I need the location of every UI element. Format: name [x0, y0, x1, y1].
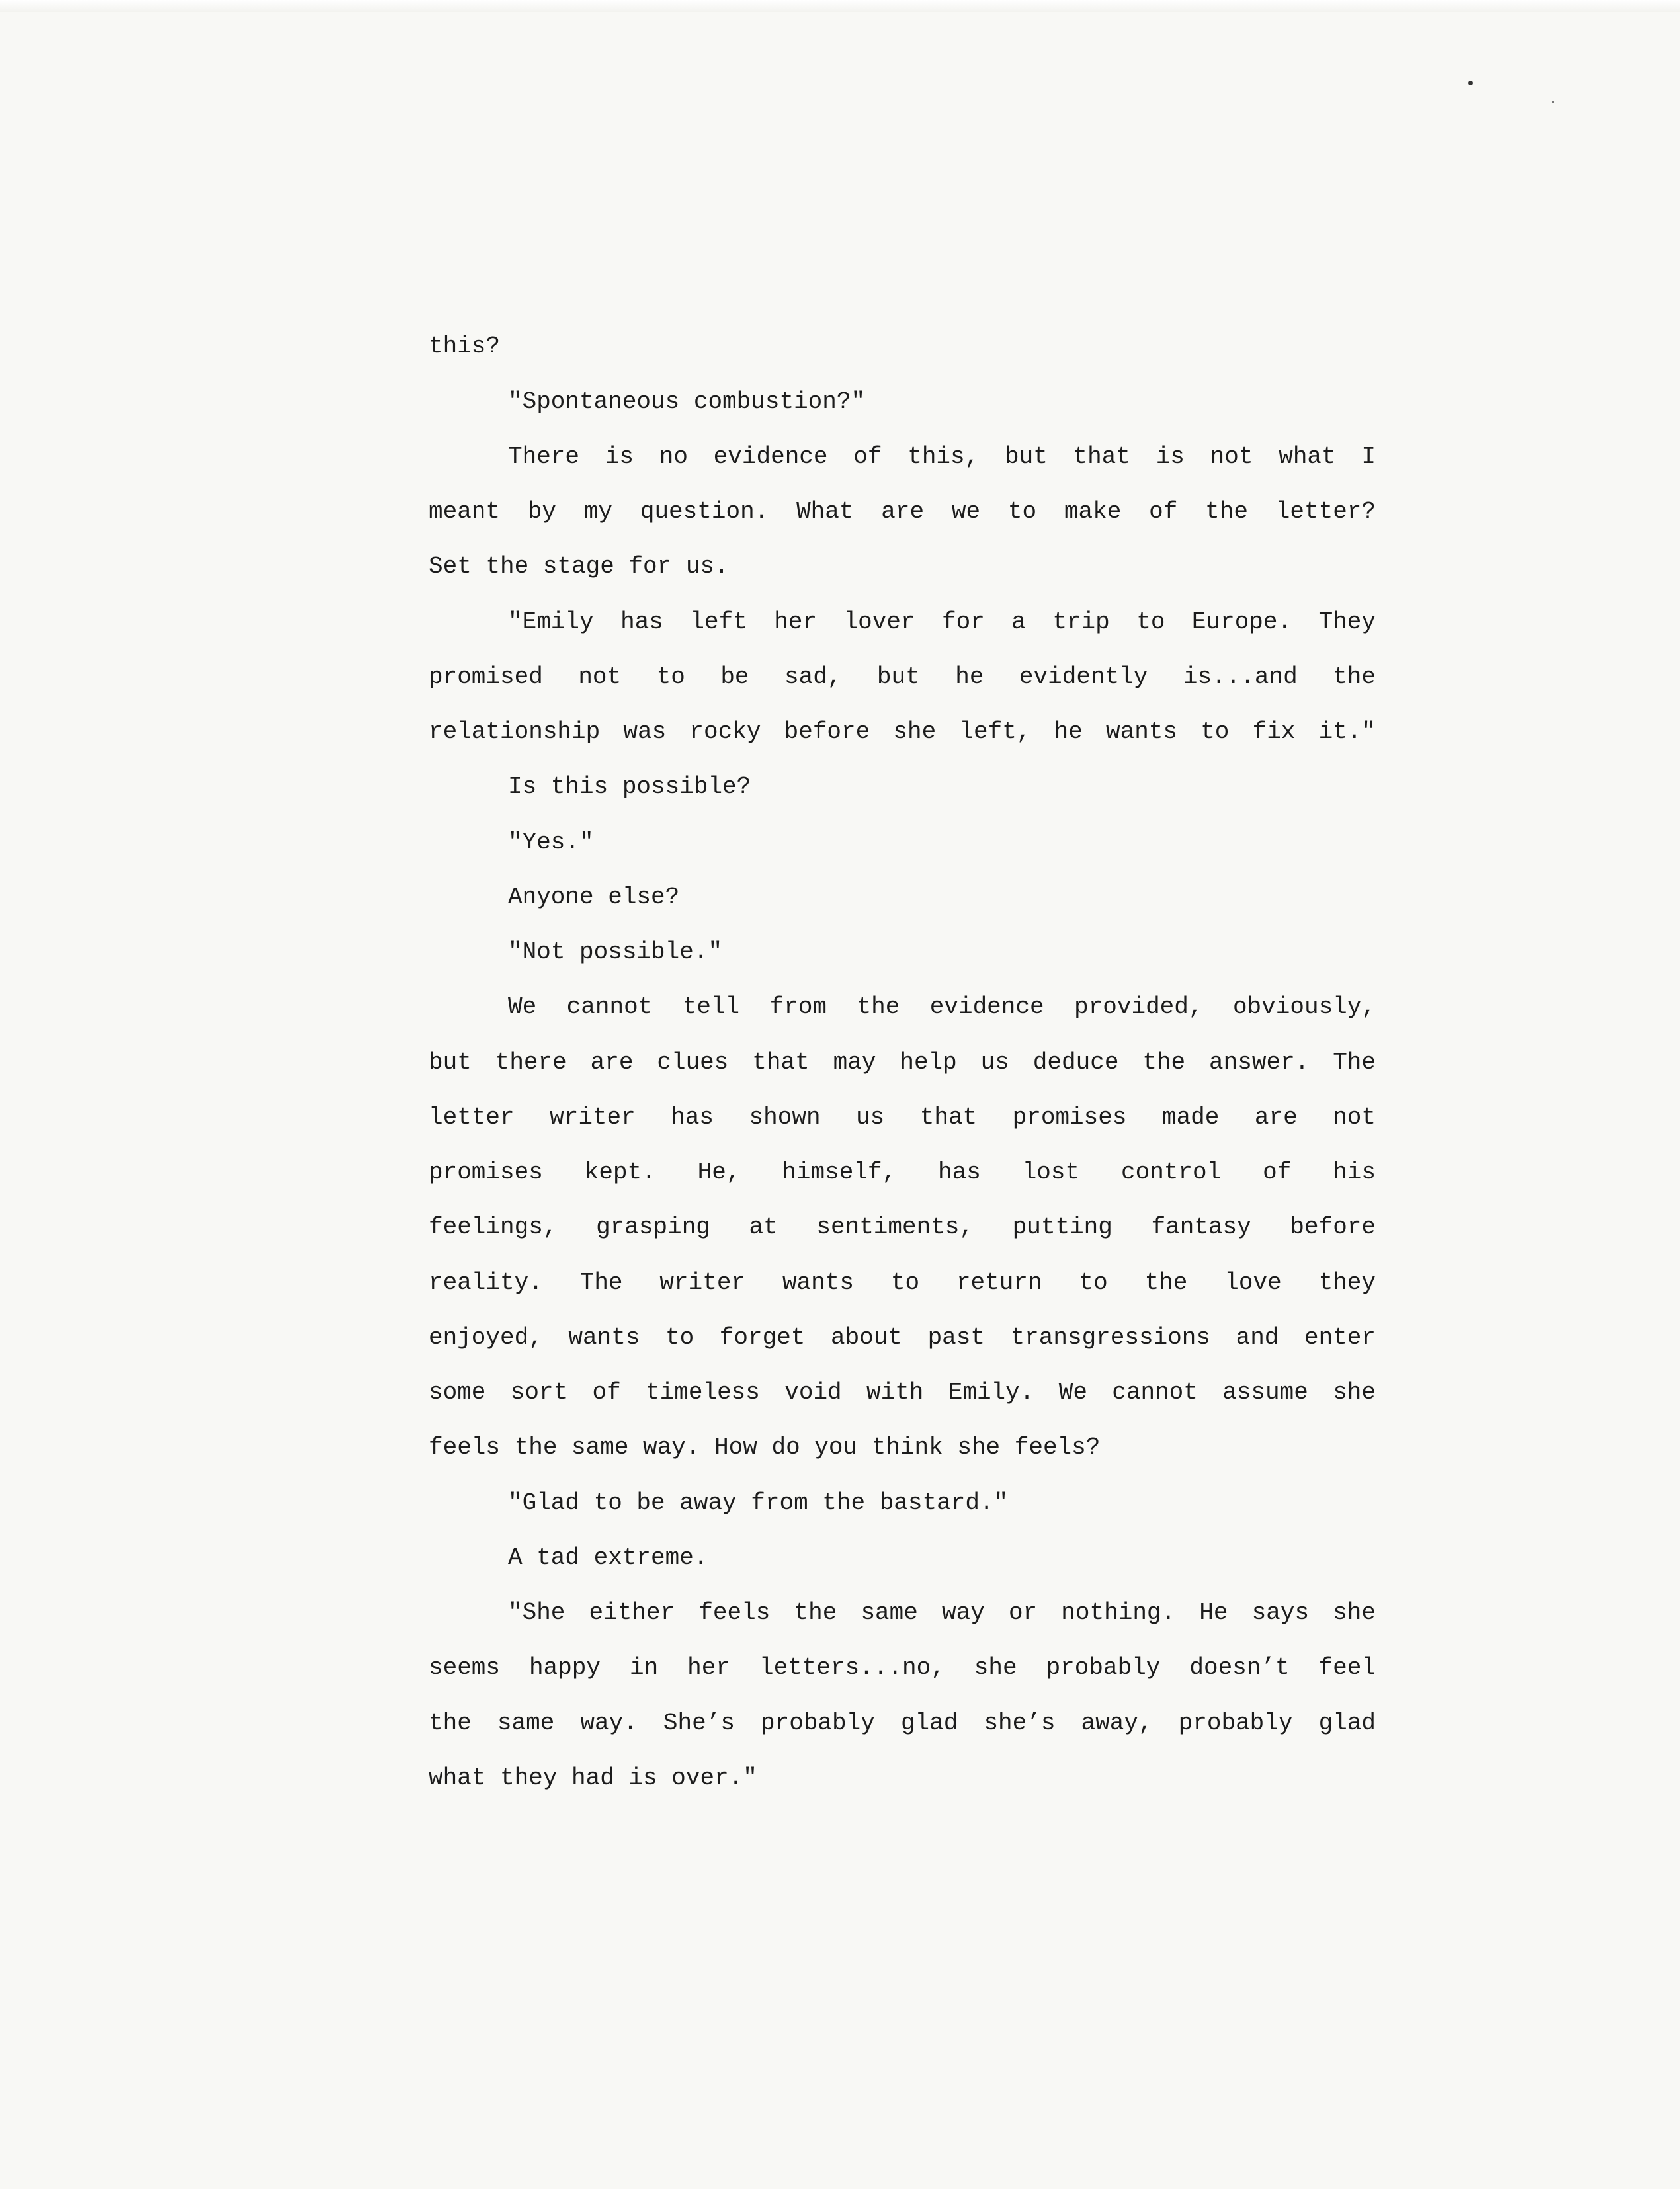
text-line: Set the stage for us. — [429, 553, 729, 580]
text-line: relationship was rocky before she left, he wants to fix it." — [429, 718, 1376, 745]
text-line: promises kept. He, himself, has lost control of his — [429, 1159, 1376, 1186]
text-line: Anyone else? — [508, 884, 680, 911]
text-line: There is no evidence of this, but that is not what I — [508, 443, 1376, 470]
text-line: the same way. She’s probably glad she’s away, probably glad — [429, 1710, 1376, 1737]
text-line: reality. The writer wants to return to the love they — [429, 1269, 1376, 1296]
text-line: "Not possible." — [508, 938, 723, 966]
text-line: "Spontaneous combustion?" — [508, 388, 866, 415]
text-line: "Yes." — [508, 829, 594, 856]
text-line: promised not to be sad, but he evidently is...and the — [429, 663, 1376, 690]
text-line: "Emily has left her lover for a trip to Europe. They — [508, 608, 1376, 636]
text-line: seems happy in her letters...no, she probably doesn’t feel — [429, 1654, 1376, 1681]
text-line: letter writer has shown us that promises made are not — [429, 1104, 1376, 1131]
text-line: some sort of timeless void with Emily. We cannot assume she — [429, 1379, 1376, 1406]
text-line: "She either feels the same way or nothing. He says she — [508, 1599, 1376, 1626]
text-line: meant by my question. What are we to make of the letter? — [429, 498, 1376, 525]
text-line: "Glad to be away from the bastard." — [508, 1489, 1009, 1516]
text-line: feelings, grasping at sentiments, putting fantasy before — [429, 1214, 1376, 1241]
text-line: what they had is over." — [429, 1764, 757, 1792]
paper-speck — [1552, 101, 1554, 103]
paper-top-edge — [0, 0, 1680, 12]
text-line: A tad extreme. — [508, 1544, 708, 1571]
text-line: We cannot tell from the evidence provided, obviously, — [508, 993, 1376, 1020]
text-line: feels the same way. How do you think she feels? — [429, 1434, 1101, 1461]
text-line: Is this possible? — [508, 773, 751, 800]
text-line: this? — [429, 333, 501, 360]
text-line: but there are clues that may help us deduce the answer. The — [429, 1049, 1376, 1076]
text-line: enjoyed, wants to forget about past transgressions and enter — [429, 1324, 1376, 1351]
paper-speck — [1468, 81, 1473, 85]
